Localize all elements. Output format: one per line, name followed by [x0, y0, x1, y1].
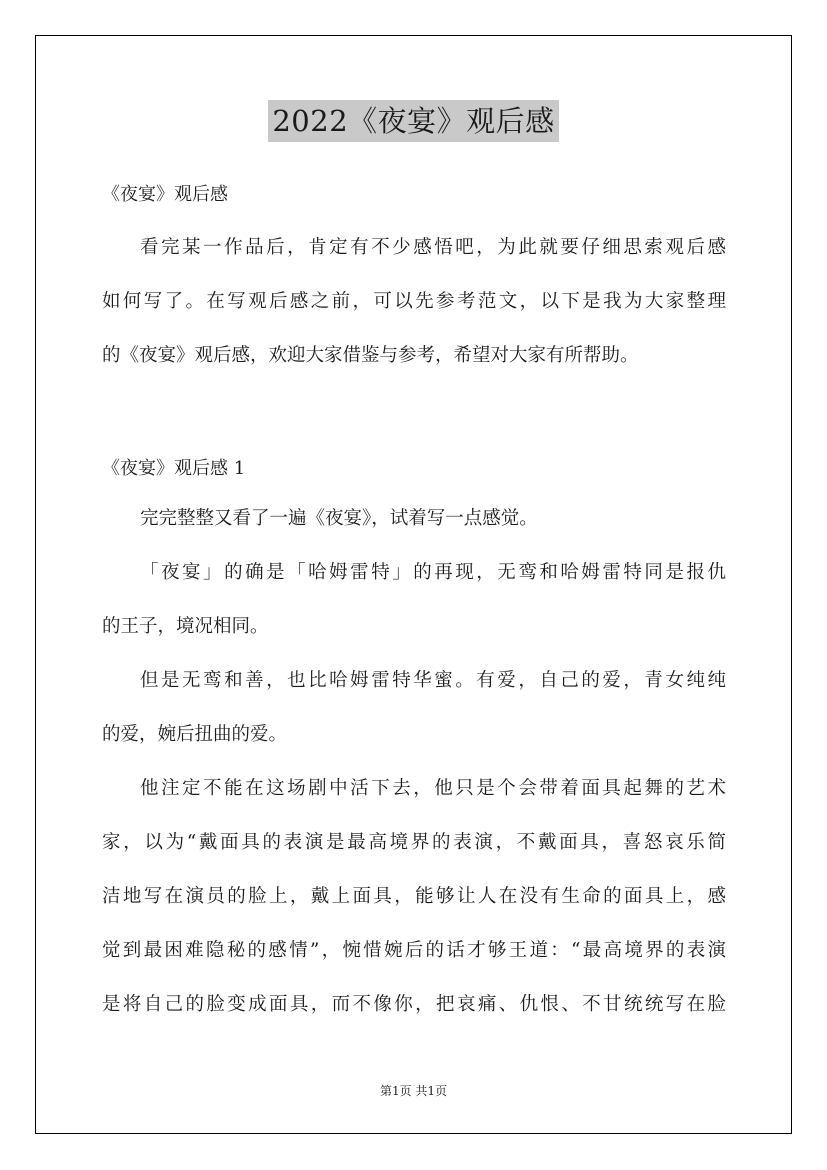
text-line: 家，以为“戴面具的表演是最高境界的表演，不戴面具，喜怒哀乐简	[102, 832, 726, 853]
intro-heading: 《夜宴》观后感	[102, 184, 228, 205]
paragraph-4	[102, 762, 726, 1032]
text-line: 完完整整又看了一遍《夜宴》，试着写一点感觉。	[140, 508, 538, 529]
document-title-wrap	[0, 100, 827, 142]
paragraph-3	[102, 654, 726, 762]
text-line: 觉到最困难隐秘的感情”，惋惜婉后的话才够王道：“最高境界的表演	[102, 940, 726, 961]
text-line: 的《夜宴》观后感，欢迎大家借鉴与参考，希望对大家有所帮助。	[102, 345, 639, 366]
text-line: 的王子，境况相同。	[102, 616, 269, 637]
text-line: 如何写了。在写观后感之前，可以先参考范文，以下是我为大家整理	[102, 291, 726, 312]
paragraph-2	[102, 546, 726, 654]
text-line: 是将自己的脸变成面具，而不像你，把哀痛、仇恨、不甘统统写在脸	[102, 994, 726, 1015]
paragraph-1	[102, 492, 726, 546]
text-line: 但是无鸾和善，也比哈姆雷特华蜜。有爱，自己的爱，青女纯纯	[140, 670, 726, 691]
page-footer: 第1页 共1页	[379, 1084, 448, 1098]
text-line: 的爱，婉后扭曲的爱。	[102, 724, 288, 745]
text-line: 「夜宴」的确是「哈姆雷特」的再现，无鸾和哈姆雷特同是报仇	[140, 562, 726, 583]
intro-paragraph	[102, 221, 726, 383]
section-heading: 《夜宴》观后感 1	[102, 458, 246, 479]
text-line: 洁地写在演员的脸上，戴上面具，能够让人在没有生命的面具上，感	[102, 886, 726, 907]
text-line: 看完某一作品后，肯定有不少感悟吧，为此就要仔细思索观后感	[140, 237, 726, 258]
text-line: 他注定不能在这场剧中活下去，他只是个会带着面具起舞的艺术	[140, 778, 726, 799]
document-title: 2022《夜宴》观后感	[268, 100, 558, 142]
